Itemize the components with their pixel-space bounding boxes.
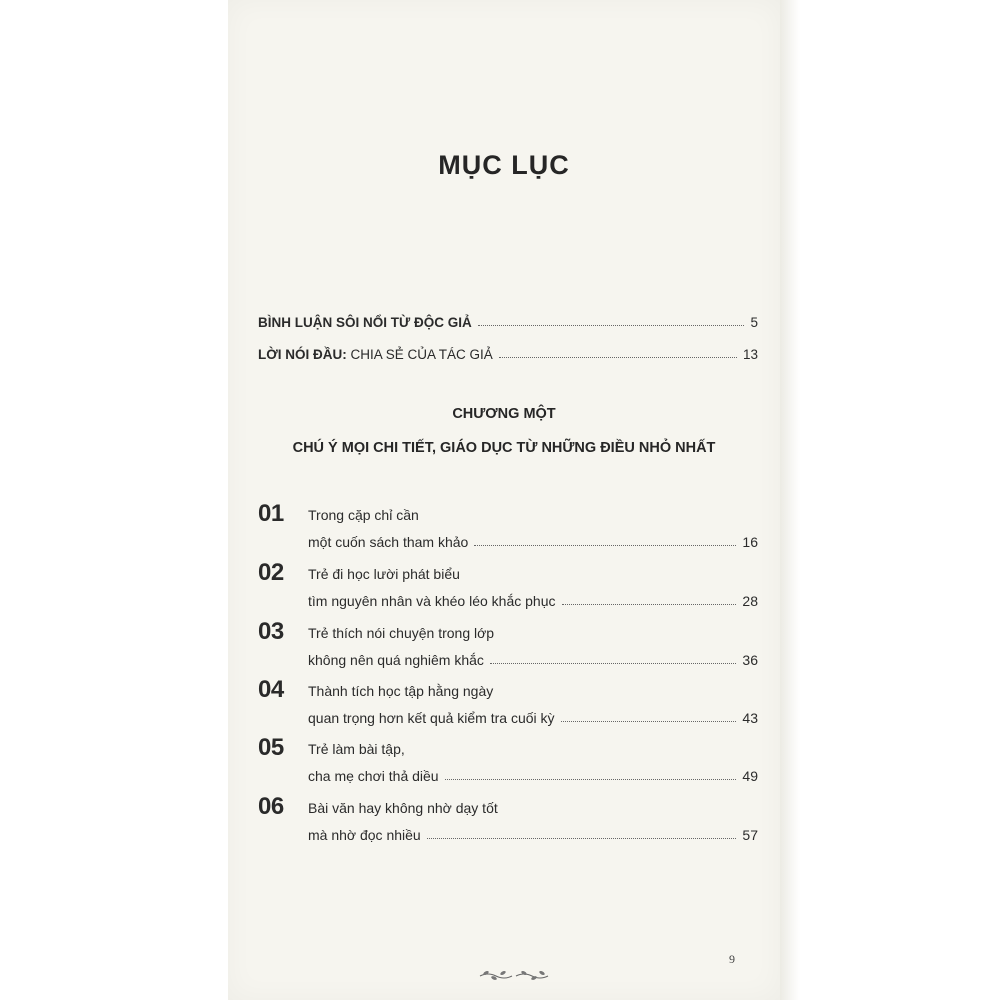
toc-page-number: 13 bbox=[742, 347, 758, 362]
toc-front-matter-label: LỜI NÓI ĐẦU: CHIA SẺ CỦA TÁC GIẢ bbox=[258, 347, 493, 362]
toc-entry-subtitle: cha mẹ chơi thả diều bbox=[308, 768, 439, 784]
page-title: MỤC LỤC bbox=[438, 150, 570, 180]
toc-entry bbox=[258, 500, 758, 560]
toc-page-number: 57 bbox=[742, 827, 758, 843]
toc-entry bbox=[258, 793, 758, 853]
toc-entry bbox=[258, 618, 758, 678]
chapter-subtitle: CHÚ Ý MỌI CHI TIẾT, GIÁO DỤC TỪ NHỮNG ĐIỀU NHỎ NHẤT bbox=[292, 440, 716, 456]
toc-entry-title: Trẻ làm bài tập, bbox=[308, 741, 405, 757]
toc-entry-title: Trẻ đi học lười phát biểu bbox=[308, 566, 460, 582]
toc-entry-title: Thành tích học tập hằng ngày bbox=[308, 683, 494, 699]
dot-leader bbox=[474, 545, 736, 546]
toc-page-number: 28 bbox=[742, 593, 758, 609]
dot-leader bbox=[499, 357, 737, 358]
toc-front-matter-row bbox=[258, 308, 758, 330]
toc-entry-number: 03 bbox=[258, 618, 284, 645]
toc-entry bbox=[258, 676, 758, 736]
toc-page-number: 5 bbox=[750, 315, 758, 330]
toc-entry-subtitle-row bbox=[308, 652, 758, 668]
chapter-heading: CHƯƠNG MỘT bbox=[452, 406, 556, 422]
toc-entry-number: 01 bbox=[258, 500, 284, 527]
toc-entry bbox=[258, 559, 758, 619]
dot-leader bbox=[490, 663, 737, 664]
toc-entry-subtitle: không nên quá nghiêm khắc bbox=[308, 652, 484, 668]
toc-entry-subtitle: tìm nguyên nhân và khéo léo khắc phục bbox=[308, 593, 556, 609]
toc-entry-subtitle-row bbox=[308, 534, 758, 550]
toc-entry-subtitle-row bbox=[308, 593, 758, 609]
toc-entry-number: 05 bbox=[258, 734, 284, 761]
toc-entry-number: 06 bbox=[258, 793, 284, 820]
toc-entry-number: 02 bbox=[258, 559, 284, 586]
toc-entry-number: 04 bbox=[258, 676, 284, 703]
toc-entry-title: Trong cặp chỉ cần bbox=[308, 507, 419, 523]
dot-leader bbox=[562, 604, 737, 605]
toc-entry-subtitle-row bbox=[308, 710, 758, 726]
toc-entry-subtitle-row bbox=[308, 768, 758, 784]
toc-page-number: 49 bbox=[742, 768, 758, 784]
toc-front-matter-row bbox=[258, 340, 758, 362]
toc-entry-subtitle: một cuốn sách tham khảo bbox=[308, 534, 469, 550]
toc-entry-subtitle: mà nhờ đọc nhiều bbox=[308, 827, 421, 843]
dot-leader bbox=[427, 838, 737, 839]
toc-entry-title: Bài văn hay không nhờ dạy tốt bbox=[308, 800, 498, 816]
toc-page-number: 36 bbox=[742, 652, 758, 668]
toc-entry-subtitle: quan trọng hơn kết quả kiểm tra cuối kỳ bbox=[308, 710, 555, 726]
dot-leader bbox=[445, 779, 737, 780]
leaf-vine-ornament-icon bbox=[478, 968, 550, 982]
dot-leader bbox=[478, 325, 745, 326]
toc-page-number: 16 bbox=[742, 534, 758, 550]
page-number: 9 bbox=[729, 952, 735, 966]
page-edge-shadow bbox=[780, 0, 800, 1000]
toc-entry bbox=[258, 734, 758, 794]
toc-entry-subtitle-row bbox=[308, 827, 758, 843]
toc-front-matter-label: BÌNH LUẬN SÔI NỔI TỪ ĐỘC GIẢ bbox=[258, 315, 472, 330]
dot-leader bbox=[561, 721, 737, 722]
toc-page-number: 43 bbox=[742, 710, 758, 726]
toc-entry-title: Trẻ thích nói chuyện trong lớp bbox=[308, 625, 495, 641]
